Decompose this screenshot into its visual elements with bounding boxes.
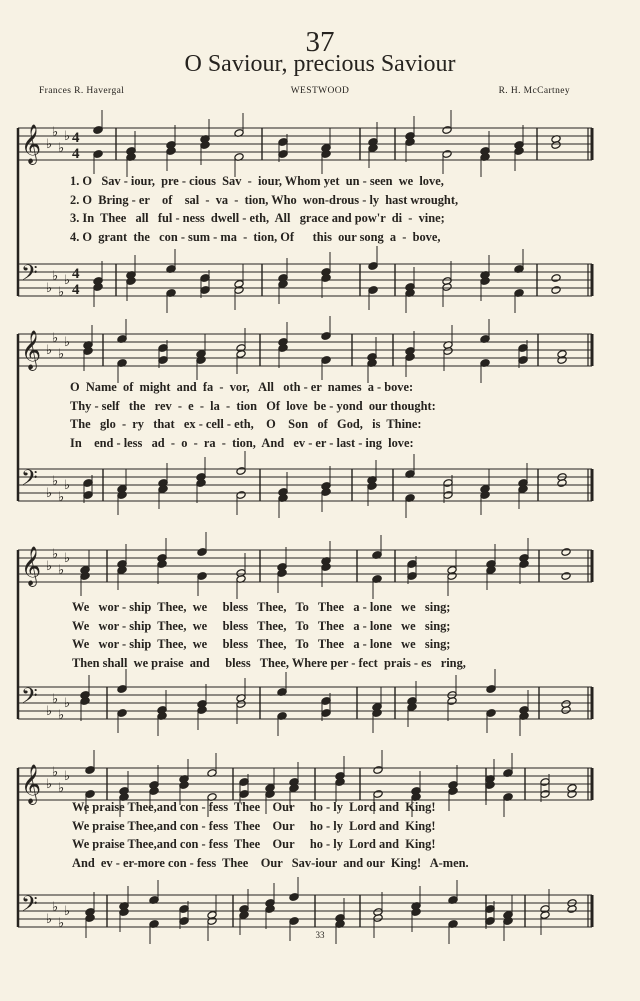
time-signature-digit: 4 [72, 130, 80, 146]
flat-icon: ♭ [46, 704, 53, 719]
lyric-line: We wor - ship Thee, we bless Thee, To Thee a - lone we sing; [72, 618, 451, 633]
bass-staff [0, 256, 640, 316]
flat-icon: ♭ [46, 559, 53, 574]
flat-icon: ♭ [58, 781, 65, 796]
lyric-line: We praise Thee,and con - fess Thee Our ho - ly Lord and King! [72, 818, 436, 833]
composer-credit: R. H. McCartney [498, 86, 570, 96]
flat-icon: ♭ [46, 486, 53, 501]
flat-icon: ♭ [58, 916, 65, 931]
flat-icon: ♭ [58, 347, 65, 362]
flat-icon: ♭ [58, 490, 65, 505]
lyric-line: The glo - ry that ex - cell - eth, O Son of God, is Thine: [70, 417, 422, 431]
flat-icon: ♭ [46, 281, 53, 296]
treble-staff [0, 542, 640, 602]
time-signature-digit: 4 [72, 282, 80, 298]
author-credit: Frances R. Havergal [39, 86, 125, 96]
flat-icon: ♭ [46, 137, 53, 152]
treble-staff [0, 120, 640, 180]
lyric-line: O Name of might and fa - vor, All oth - er names a - bove: [70, 380, 414, 394]
bass-staff [0, 679, 640, 739]
lyric-line: 1. O Sav - iour, pre - cious Sav - iour, Whom yet un - seen we love, [70, 174, 444, 188]
note-head [561, 572, 571, 581]
system-brace [10, 550, 30, 737]
flat-icon: ♭ [52, 547, 59, 562]
system-brace [10, 128, 30, 314]
bass-clef-icon: 𝄢 [21, 466, 38, 496]
note-head [551, 286, 561, 295]
system-brace [10, 334, 30, 519]
flat-icon: ♭ [52, 269, 59, 284]
flat-icon: ♭ [58, 708, 65, 723]
flat-icon: ♭ [46, 343, 53, 358]
bass-staff [0, 461, 640, 521]
lyric-line: We wor - ship Thee, we bless Thee, To Thee a - lone we sing; [72, 600, 451, 614]
flat-icon: ♭ [64, 904, 71, 919]
flat-icon: ♭ [58, 563, 65, 578]
flat-icon: ♭ [64, 769, 71, 784]
treble-clef-icon: 𝄞 [21, 124, 42, 164]
flat-icon: ♭ [52, 331, 59, 346]
treble-clef-icon: 𝄞 [21, 330, 42, 370]
flat-icon: ♭ [52, 474, 59, 489]
lyric-line: 4. O grant the con - sum - ma - tion, Of this our song a - bove, [70, 229, 441, 244]
lyric-line: Then shall we praise and bless Thee, Where per - fect prais - es ring, [72, 655, 466, 670]
flat-icon: ♭ [52, 125, 59, 140]
note-head [551, 274, 561, 283]
lyric-line: We praise Thee,and con - fess Thee Our ho - ly Lord and King! [72, 800, 436, 814]
lyric-line: 2. O Bring - er of sal - va - tion, Who won-drous - ly hast wrought, [70, 192, 459, 207]
time-signature-digit: 4 [72, 146, 80, 162]
flat-icon: ♭ [58, 285, 65, 300]
flat-icon: ♭ [64, 129, 71, 144]
hymn-title: O Saviour, precious Saviour [184, 51, 456, 77]
treble-clef-icon: 𝄞 [21, 764, 42, 804]
flat-icon: ♭ [64, 696, 71, 711]
time-signature-digit: 4 [72, 266, 80, 282]
note-head [561, 548, 571, 557]
page-number: 33 [315, 930, 325, 940]
flat-icon: ♭ [46, 777, 53, 792]
bass-clef-icon: 𝄢 [21, 684, 38, 714]
flat-icon: ♭ [52, 692, 59, 707]
lyric-line: In end - less ad - o - ra - tion, And ev - er - last - ing love: [70, 435, 414, 450]
lyric-line: 3. In Thee all ful - ness dwell - eth, All grace and pow'r di - vine; [70, 211, 445, 225]
treble-staff [0, 326, 640, 386]
lyric-line: Thy - self the rev - e - la - tion Of love be - yond our thought: [70, 398, 436, 413]
flat-icon: ♭ [52, 765, 59, 780]
flat-icon: ♭ [64, 478, 71, 493]
hymn-number: 37 [305, 26, 335, 58]
flat-icon: ♭ [64, 335, 71, 350]
flat-icon: ♭ [64, 551, 71, 566]
lyric-line: We wor - ship Thee, we bless Thee, To Thee a - lone we sing; [72, 637, 451, 651]
treble-clef-icon: 𝄞 [21, 546, 42, 586]
flat-icon: ♭ [46, 912, 53, 927]
tune-name: WESTWOOD [290, 86, 350, 96]
lyric-line: And ev - er-more con - fess Thee Our Sav-iour and our King! A-men. [72, 855, 469, 870]
flat-icon: ♭ [58, 141, 65, 156]
flat-icon: ♭ [64, 273, 71, 288]
bass-clef-icon: 𝄢 [21, 261, 38, 291]
system-brace [10, 768, 30, 945]
lyric-line: We praise Thee,and con - fess Thee Our ho - ly Lord and King! [72, 837, 436, 851]
bass-clef-icon: 𝄢 [21, 892, 38, 922]
flat-icon: ♭ [52, 900, 59, 915]
